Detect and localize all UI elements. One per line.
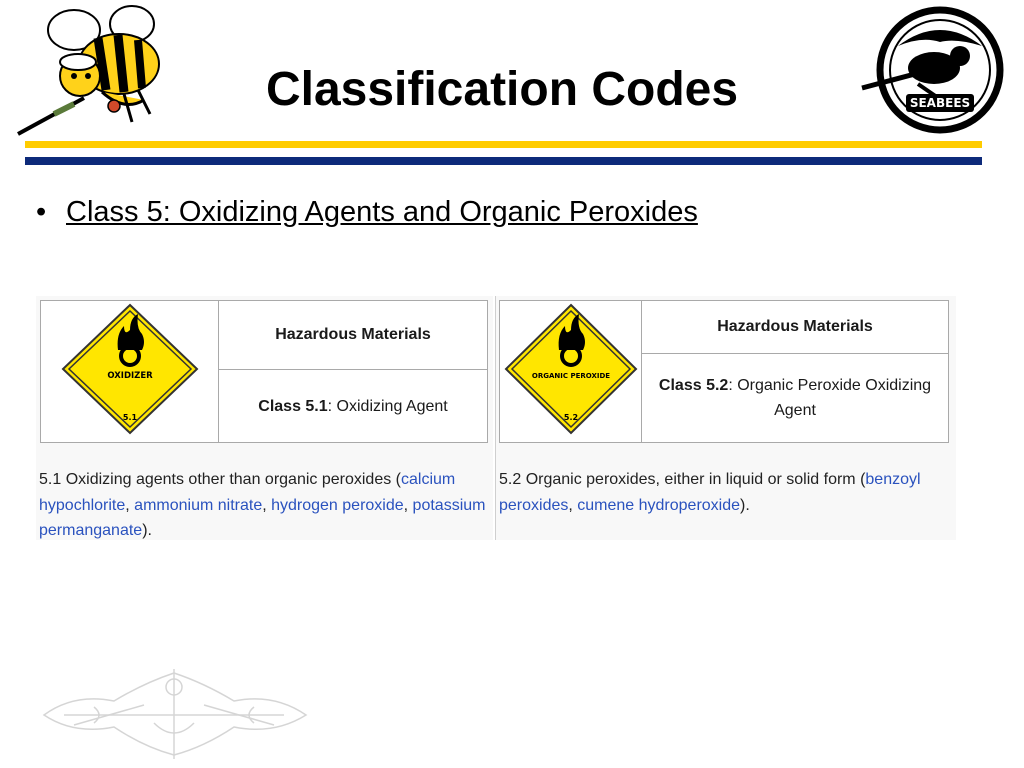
desc-sep: ,	[262, 496, 272, 514]
organic-peroxide-placard	[503, 302, 639, 436]
placard-number: 5.1	[122, 413, 137, 422]
placard-number: 5.2	[563, 413, 578, 422]
class-name: : Oxidizing Agent	[327, 397, 448, 415]
class-cell	[219, 370, 488, 443]
placard-cell	[41, 301, 219, 443]
placard-cell	[500, 301, 642, 443]
page-title: Classification Codes	[265, 63, 739, 116]
hazmat-panel-5-2	[495, 296, 956, 540]
class-cell	[642, 354, 949, 443]
class-name: : Organic Peroxide Oxidizing Agent	[728, 377, 932, 419]
hazmat-header: Hazardous Materials	[642, 301, 949, 354]
seabees-emblem-text: SEABEES	[909, 96, 971, 110]
panel-description	[499, 467, 954, 518]
desc-suffix: ).	[142, 522, 152, 539]
seabee-combat-warfare-insignia	[34, 663, 314, 763]
panel-description	[39, 467, 491, 544]
bullet-item	[36, 196, 698, 229]
class-label: Class 5.2	[658, 377, 729, 394]
placard-label: ORGANIC PEROXIDE	[531, 372, 610, 380]
navy-divider-bar	[25, 157, 982, 165]
desc-prefix: 5.1 Oxidizing agents other than organic peroxides (	[39, 471, 401, 488]
hazmat-panel-5-1	[36, 296, 493, 540]
hazmat-table	[40, 300, 488, 443]
link-benzoyl-peroxides[interactable]: benzoyl peroxides	[499, 471, 921, 514]
gold-divider-bar	[25, 141, 982, 148]
link-hydrogen-peroxide[interactable]: hydrogen peroxide	[271, 496, 404, 514]
seabees-emblem-logo	[860, 6, 1020, 134]
desc-sep: ,	[125, 496, 135, 514]
desc-sep: ,	[403, 496, 413, 514]
class-label: Class 5.1	[258, 397, 328, 415]
hazmat-header: Hazardous Materials	[219, 301, 488, 370]
link-calcium-hypochlorite[interactable]: calcium hypochlorite	[39, 471, 456, 514]
bullet-dot: •	[36, 196, 47, 228]
desc-suffix: ).	[740, 496, 750, 514]
desc-sep: ,	[568, 496, 578, 514]
link-cumene-hydroperoxide[interactable]: cumene hydroperoxide	[577, 496, 741, 514]
hazmat-table	[499, 300, 949, 443]
placard-label: OXIDIZER	[106, 371, 153, 381]
link-ammonium-nitrate[interactable]: ammonium nitrate	[134, 496, 263, 514]
link-potassium-permanganate[interactable]: potassium permanganate	[39, 496, 486, 539]
bullet-text: Class 5: Oxidizing Agents and Organic Peroxides	[66, 196, 698, 228]
oxidizer-placard	[60, 302, 200, 436]
desc-prefix: 5.2 Organic peroxides, either in liquid or solid form (	[499, 471, 866, 488]
